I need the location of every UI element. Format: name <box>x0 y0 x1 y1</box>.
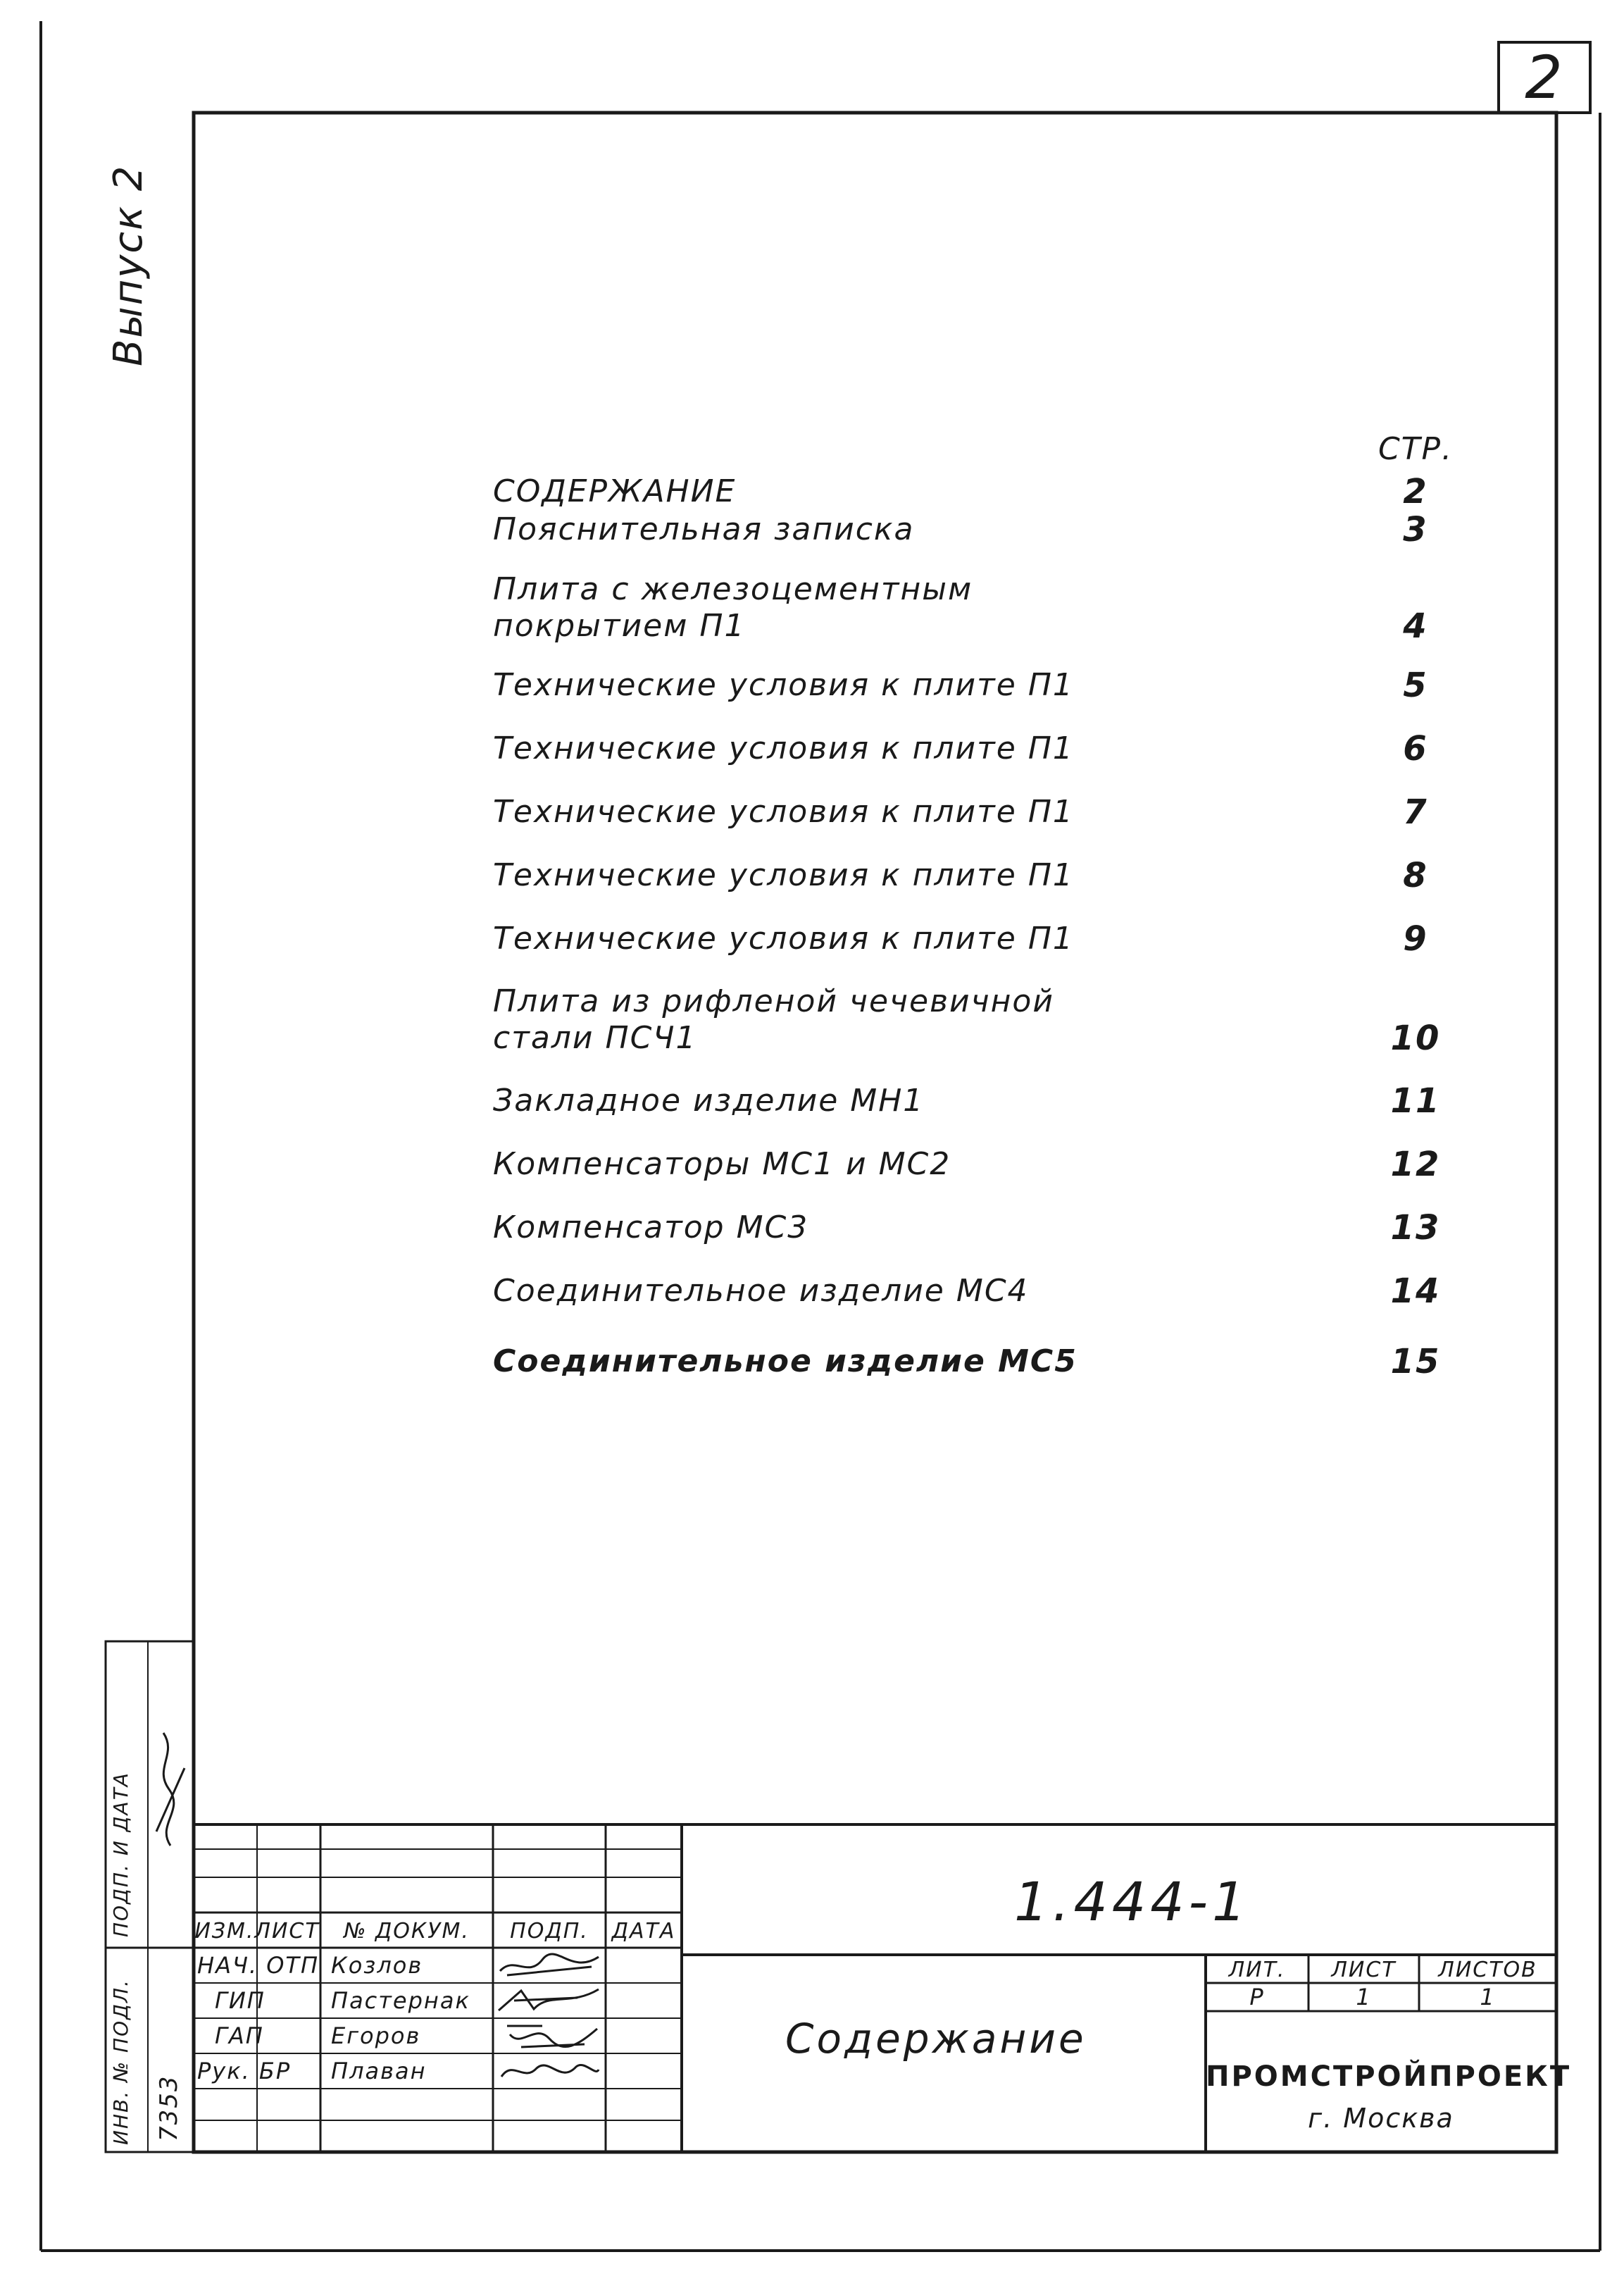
page-column-header: СТР. <box>1378 431 1454 467</box>
organization-city: г. Москва <box>1308 2103 1454 2134</box>
entry-title: Соединительное изделие МС5 <box>493 1343 1078 1379</box>
signature-pasternak <box>493 1985 606 2016</box>
contents-entry <box>493 919 1479 957</box>
entry-page: 6 <box>1403 729 1428 769</box>
original-inventory-number: 7353 <box>155 2075 183 2141</box>
contents-entry <box>493 1208 1479 1246</box>
entry-page: 8 <box>1403 856 1428 895</box>
doc-number-header: № ДОКУМ. <box>344 1919 470 1944</box>
contents-entry <box>493 729 1479 767</box>
change-sheet-header: ИЗМ.ЛИСТ <box>194 1919 320 1944</box>
contents-entry <box>493 1145 1479 1183</box>
staff-name: Козлов <box>331 1952 423 1979</box>
entry-page: 7 <box>1403 792 1428 832</box>
entry-page: 15 <box>1390 1342 1441 1381</box>
sheets-header: ЛИСТОВ <box>1438 1958 1537 1982</box>
entry-title: Пояснительная записка <box>493 511 915 547</box>
contents-entry <box>493 567 1479 645</box>
contents-entry <box>493 472 1479 510</box>
staff-role: НАЧ. ОТП <box>197 1952 320 1979</box>
entry-title: Технические условия к плите П1 <box>493 667 1074 703</box>
entry-page: 11 <box>1390 1081 1441 1121</box>
sign-date-label: ПОДП. И ДАТА <box>109 1772 132 1937</box>
staff-role: ГАП <box>215 2022 264 2049</box>
entry-title: СОДЕРЖАНИЕ <box>493 473 737 509</box>
entry-page: 9 <box>1403 919 1428 959</box>
entry-title: Компенсаторы МС1 и МС2 <box>493 1146 951 1182</box>
entry-page: 5 <box>1403 666 1428 705</box>
entry-title: Технические условия к плите П1 <box>493 921 1074 957</box>
staff-role: Рук. БР <box>197 2058 292 2084</box>
entry-title: Соединительное изделие МС4 <box>493 1273 1029 1309</box>
lit-header: ЛИТ. <box>1228 1958 1286 1982</box>
entry-title: Плита с железоцементным покрытием П1 <box>493 571 973 644</box>
entry-page: 3 <box>1403 510 1428 549</box>
document-code: 1.444-1 <box>1014 1870 1251 1933</box>
staff-name: Плаван <box>331 2058 427 2084</box>
entry-page: 2 <box>1403 472 1428 511</box>
signature-plavan <box>493 2056 606 2087</box>
entry-page: 13 <box>1390 1208 1441 1248</box>
staff-name: Пастернак <box>331 1987 470 2014</box>
contents-entry <box>493 1081 1479 1119</box>
entry-page: 10 <box>1390 1019 1441 1058</box>
staff-name: Егоров <box>331 2022 421 2049</box>
entry-title: Технические условия к плите П1 <box>493 730 1074 766</box>
contents-entry <box>493 856 1479 894</box>
contents-entry <box>493 510 1479 548</box>
entry-page: 14 <box>1390 1271 1441 1311</box>
lit-value: Р <box>1249 1984 1265 2010</box>
signature-egorov <box>493 2020 606 2051</box>
signature-header: ПОДП. <box>510 1919 589 1944</box>
entry-title: Закладное изделие МН1 <box>493 1083 925 1119</box>
signature-approval <box>149 1726 192 1853</box>
organization-name: ПРОМСТРОЙПРОЕКТ <box>1206 2060 1572 2093</box>
date-header: ДАТА <box>611 1919 676 1944</box>
contents-entry <box>493 666 1479 704</box>
signature-kozlov <box>493 1950 606 1981</box>
sheet-header: ЛИСТ <box>1331 1958 1397 1982</box>
sheet-value: 1 <box>1356 1984 1372 2010</box>
staff-role: ГИП <box>215 1987 266 2014</box>
contents-entry <box>493 792 1479 831</box>
entry-title: Компенсатор МС3 <box>493 1209 809 1245</box>
contents-entry <box>493 979 1479 1057</box>
entry-page: 12 <box>1390 1145 1441 1184</box>
original-inventory-label: ИНВ. № ПОДЛ. <box>109 1979 132 2145</box>
contents-entry <box>493 1271 1479 1310</box>
entry-title: Технические условия к плите П1 <box>493 857 1074 893</box>
entry-title: Плита из рифленой чечевичной стали ПСЧ1 <box>493 983 1054 1056</box>
entry-title: Технические условия к плите П1 <box>493 794 1074 830</box>
sheets-value: 1 <box>1480 1984 1496 2010</box>
contents-entry <box>493 1342 1479 1380</box>
sheet-number: 2 <box>1525 43 1564 112</box>
entry-page: 4 <box>1403 607 1428 646</box>
document-title: Содержание <box>785 2015 1087 2063</box>
issue-label: Выпуск 2 <box>106 164 151 366</box>
